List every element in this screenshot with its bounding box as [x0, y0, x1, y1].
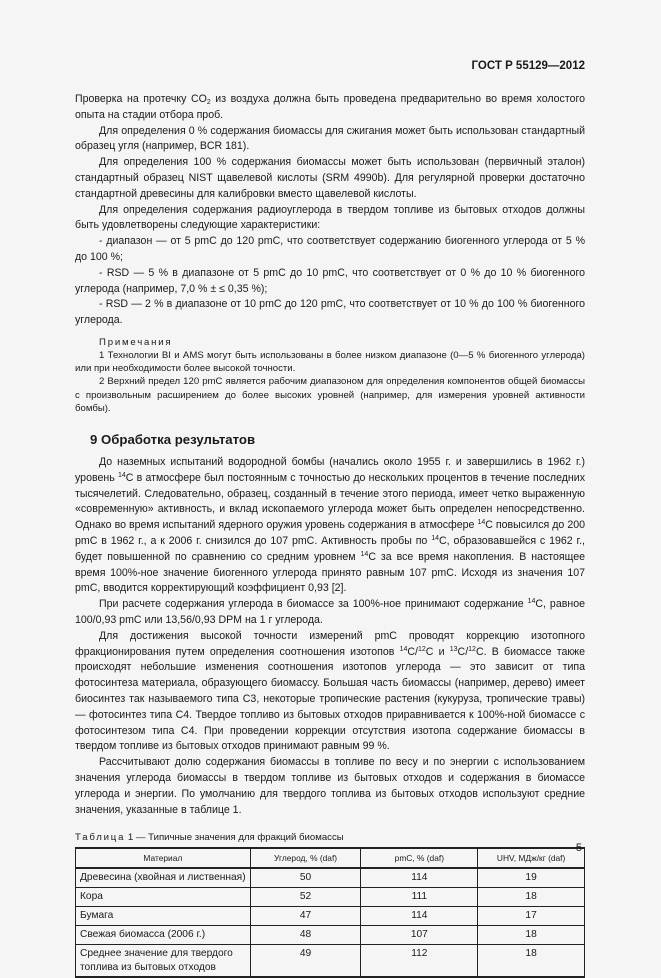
value-cell: 112	[361, 945, 478, 978]
table-caption-label: Таблица	[75, 832, 126, 844]
value-cell: 18	[478, 945, 585, 978]
script-text: 12	[417, 645, 426, 653]
table-row	[76, 868, 585, 888]
paragraph	[75, 234, 585, 266]
material-cell: Кора	[76, 888, 251, 907]
paragraph	[75, 629, 585, 755]
text-run: C, равное 100/0,93 pmC или 13,56/0,93 DPM на 1 г углерода.	[75, 598, 585, 626]
paragraph	[75, 455, 585, 597]
script-text: 2	[206, 99, 211, 106]
section-heading: 9 Обработка результатов	[90, 431, 256, 447]
paragraph	[75, 155, 585, 202]
paragraph	[75, 92, 585, 124]
text-run: C за все время накопления. В настоящее время 100%-ное значение биогенного углерода принято равным 107 pmC. Исходя из значения 107 pmC, вводится корректирующий коэффициент 0,93 [2].	[75, 550, 585, 595]
column-header: Углерод, % (daf)	[250, 848, 361, 868]
text-run: При расчете содержания углерода в биомассе за 100%-ное принимают содержание	[99, 598, 528, 611]
page-content	[75, 92, 585, 978]
value-cell: 114	[361, 907, 478, 926]
column-header: UHV, МДж/кг (daf)	[478, 848, 585, 868]
material-cell: Свежая биомасса (2006 г.)	[76, 926, 251, 945]
table-caption-text: 1 — Типичные значения для фракций биомассы	[125, 832, 344, 844]
column-header: pmC, % (daf)	[361, 848, 478, 868]
text-run: Проверка на протечку CO	[75, 93, 207, 105]
value-cell: 18	[478, 888, 585, 907]
value-cell: 18	[478, 926, 585, 945]
script-text: 13	[449, 645, 458, 653]
text-run: Для достижения высокой точности измерений pmC проводят коррекцию изотопного фракционирования путем определения соотношения изотопов	[75, 629, 585, 658]
text-run: C/	[407, 645, 418, 658]
intro-paragraphs	[75, 92, 585, 329]
paragraph	[75, 755, 585, 818]
text-run: Рассчитывают долю содержания биомассы в топливе по весу и по энергии с использованием значения углерода биомассы в твердом топливе из бытовых отходов и содержания в биомассе углерода и энергии. По умолчанию для твердого топлива из бытовых отходов используют средние значения, указанные в таблице 1.	[75, 756, 585, 816]
page-number: 5	[575, 842, 582, 854]
text-run: Для определения 100 % содержания биомассы может быть использован (первичный эталон) стандартный образец NIST щавелевой кислоты (SRM 4990b). Для регулярной проверки достаточно стандартной древесины для калибровки вместо щавелевой кислоты.	[75, 156, 585, 200]
value-cell: 17	[478, 907, 585, 926]
paragraph	[75, 124, 585, 156]
text-run: C. В биомассе также происходят небольшие изменения соотношения изотопов углерода — это зависит от типа фотосинтеза материала, образующего биомассу. Большая часть биомассы (например, дерево) имеет биосинтез так называемого типа C3, некоторые тропические растения (кукуруза, тропические травы) — фотосинтез типа C4. Твердое топливо из бытовых отходов приравнивается к 100%-ной биомассе с фотосинтезом типа C4. При проведении коррекции отсутствия изотопа содержание биомассы в твердом топливе из бытовых отходов принимают равным 99 %.	[75, 645, 585, 753]
paragraph	[75, 297, 585, 329]
value-cell: 19	[478, 868, 585, 888]
table-row	[76, 926, 585, 945]
paragraph	[75, 597, 585, 629]
script-text: 14	[431, 534, 439, 542]
paragraph	[75, 203, 585, 235]
text-run: C, образовавшейся с 1962 г., будет повышенной по сравнению со средним уровнем	[75, 534, 585, 563]
text-run: C повысился до 200 pmC в 1962 г., а к 2006 г. снизился до 107 pmC. Активность пробы по	[75, 519, 586, 547]
biomass-table	[75, 847, 585, 978]
note-item: 2 Верхний предел 120 pmC является рабочим диапазоном для определения компонентов общей биомассы с произвольным расширением до более высоких уровней (например, для измерения уровней активности бомбы).	[75, 376, 585, 414]
value-cell: 49	[250, 945, 361, 978]
text-run: C/	[457, 645, 469, 658]
script-text: 14	[117, 471, 126, 479]
column-header: Материал	[76, 848, 251, 868]
text-run: C в атмосфере был постоянным с точностью до нескольких процентов в течение последних тысячелетий. Следовательно, образец, созданный в течение этого периода, имеет четко выраженную «современную» активность, и вклад ископаемого углерода может быть определен непосредственно. Однако во время испытаний ядерного оружия уровень содержания в атмосфере	[75, 471, 585, 532]
text-run: - RSD — 5 % в диапазоне от 5 pmC до 10 pmC, что соответствует от 0 % до 10 % биогенного углерода (например, 7,0 % ± ≤ 0,35 %);	[75, 266, 585, 295]
script-text: 14	[399, 645, 408, 653]
table-caption	[75, 832, 585, 843]
value-cell: 107	[361, 926, 478, 945]
script-text: 12	[468, 645, 476, 653]
notes-title: Примечания	[99, 336, 173, 348]
value-cell: 50	[250, 868, 361, 888]
text-run: C и	[425, 645, 450, 658]
text-run: Для определения 0 % содержания биомассы для сжигания может быть использован стандартный образец угля (например, BCR 181).	[75, 124, 585, 153]
paragraph	[75, 266, 585, 298]
table-row	[76, 888, 585, 907]
material-cell: Древесина (хвойная и лиственная)	[76, 868, 251, 888]
text-run: До наземных испытаний водородной бомбы (начались около 1955 г. и завершились в 1962 г.) уровень	[75, 455, 585, 484]
value-cell: 47	[250, 907, 361, 926]
document-id: ГОСТ Р 55129—2012	[471, 60, 585, 72]
note-item: 1 Технологии BI и AMS могут быть использованы в более низком диапазоне (0—5 % биогенного углерода) или при необходимости более высокой точности.	[75, 349, 585, 375]
value-cell: 111	[361, 888, 478, 907]
script-text: 14	[527, 598, 536, 606]
value-cell: 52	[250, 888, 361, 907]
notes-list	[75, 349, 585, 415]
value-cell: 114	[361, 868, 478, 888]
section-paragraphs	[75, 455, 585, 818]
table-row	[76, 907, 585, 926]
material-cell: Бумага	[76, 907, 251, 926]
value-cell: 48	[250, 926, 361, 945]
text-run: - диапазон — от 5 pmC до 120 pmC, что соответствует содержанию биогенного углерода от 5 % до 100 %;	[75, 235, 585, 263]
script-text: 14	[477, 519, 486, 527]
material-cell: Среднее значение для твердого топлива из бытовых отходов	[76, 945, 251, 978]
script-text: 14	[360, 550, 369, 558]
text-run: Для определения содержания радиоуглерода в твердом топливе из бытовых отходов должны быть удовлетворены следующие характеристики:	[75, 203, 585, 232]
text-run: - RSD — 2 % в диапазоне от 10 pmC до 120 pmC, что соответствует от 10 % до 100 % биогенного углерода.	[75, 298, 585, 327]
table-header-row	[76, 848, 585, 868]
table-row	[76, 945, 585, 978]
text-run: из воздуха должна быть проведена предварительно во время холостого опыта на стадии отбора проб.	[75, 93, 586, 121]
